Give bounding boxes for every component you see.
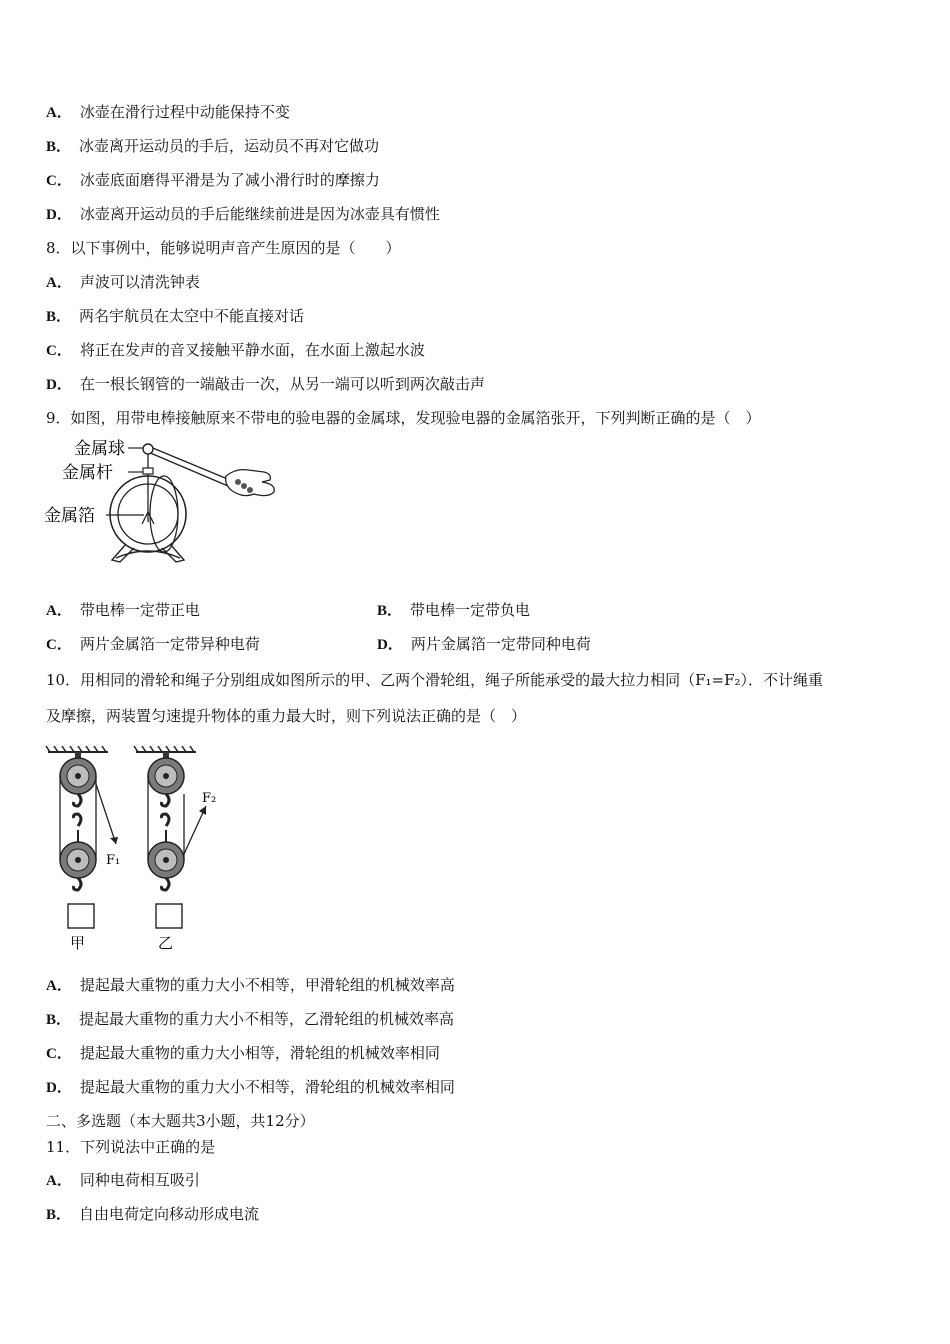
option-label: A． (46, 105, 72, 121)
q11-option-a (46, 1170, 200, 1191)
q10-stem-line1: 10．用相同的滑轮和绳子分别组成如图所示的甲、乙两个滑轮组，绳子所能承受的最大拉力相同（F₁=F₂）．不计绳重 (46, 671, 824, 689)
f1-label: F₁ (106, 853, 121, 868)
q9-stem: 9．如图，用带电棒接触原来不带电的验电器的金属球，发现验电器的金属箔张开，下列判断正确的是（ ） (46, 409, 761, 427)
option-label: B． (377, 603, 403, 619)
option-label: D． (46, 377, 72, 393)
option-label: A． (46, 1173, 72, 1189)
q10-option-d (46, 1077, 455, 1098)
option-text: 在一根长钢管的一端敲击一次，从另一端可以听到两次敲击声 (79, 375, 485, 393)
label-metal-ball: 金属球 (74, 439, 125, 459)
q9-option-b (377, 600, 530, 621)
q9-option-d (377, 634, 591, 655)
option-text: 两片金属箔一定带异种电荷 (79, 635, 260, 653)
option-label: D． (46, 207, 72, 223)
option-text: 同种电荷相互吸引 (79, 1171, 200, 1189)
option-label: B． (46, 309, 72, 325)
pulley-figure (40, 744, 240, 954)
q7-option-c (46, 170, 380, 191)
electroscope-figure (40, 432, 290, 572)
q8-option-b (46, 306, 304, 327)
option-text: 两名宇航员在太空中不能直接对话 (79, 307, 305, 325)
q7-option-b (46, 136, 379, 157)
q11-option-b (46, 1204, 259, 1225)
option-text: 提起最大重物的重力大小不相等，甲滑轮组的机械效率高 (79, 976, 455, 994)
option-text: 提起最大重物的重力大小不相等，滑轮组的机械效率相同 (79, 1078, 455, 1096)
option-label: D． (46, 1080, 72, 1096)
pulley-system-left (60, 752, 96, 928)
ceiling-left (46, 746, 108, 752)
q8-option-d (46, 374, 485, 395)
q7-option-a (46, 102, 290, 123)
label-metal-foil: 金属箔 (44, 506, 95, 526)
option-text: 冰壶在滑行过程中动能保持不变 (79, 103, 290, 121)
option-text: 带电棒一定带正电 (79, 601, 200, 619)
option-text: 提起最大重物的重力大小相等，滑轮组的机械效率相同 (79, 1044, 440, 1062)
q10-option-b (46, 1009, 454, 1030)
option-text: 声波可以清洗钟表 (79, 273, 200, 291)
option-label: C． (46, 1046, 72, 1062)
option-text: 冰壶离开运动员的手后，运动员不再对它做功 (79, 137, 380, 155)
option-label: D． (377, 637, 403, 653)
section-title: 二、多选题（本大题共3小题，共12分） (46, 1112, 315, 1130)
option-text: 两片金属箔一定带同种电荷 (410, 635, 591, 653)
ceiling-right (134, 746, 196, 752)
label-yi: 乙 (158, 934, 174, 952)
option-text: 将正在发声的音叉接触平静水面，在水面上激起水波 (79, 341, 425, 359)
option-label: B． (46, 1207, 72, 1223)
option-label: B． (46, 1012, 72, 1028)
option-label: B． (46, 139, 72, 155)
option-label: C． (46, 637, 72, 653)
option-label: C． (46, 173, 72, 189)
weight-right (156, 904, 182, 928)
option-text: 提起最大重物的重力大小不相等，乙滑轮组的机械效率高 (79, 1010, 455, 1028)
option-text: 带电棒一定带负电 (410, 601, 531, 619)
q10-option-c (46, 1043, 440, 1064)
q9-option-c (46, 634, 260, 655)
q10-option-a (46, 975, 455, 996)
option-text: 冰壶离开运动员的手后能继续前进是因为冰壶具有惯性 (79, 205, 440, 223)
q8-option-c (46, 340, 425, 361)
metal-ball (143, 444, 153, 454)
q9-option-a (46, 600, 200, 621)
option-label: A． (46, 978, 72, 994)
label-jia: 甲 (70, 934, 86, 952)
q8-option-a (46, 272, 200, 293)
option-label: A． (46, 603, 72, 619)
weight-left (68, 904, 94, 928)
pulley-system-right (148, 752, 184, 928)
option-text: 冰壶底面磨得平滑是为了减小滑行时的摩擦力 (79, 171, 380, 189)
option-label: C． (46, 343, 72, 359)
q11-stem: 11．下列说法中正确的是 (46, 1138, 216, 1156)
q8-stem: 8．以下事例中，能够说明声音产生原因的是（ ） (46, 239, 401, 257)
q7-option-d (46, 204, 440, 225)
charged-rod (148, 446, 230, 480)
option-label: A． (46, 275, 72, 291)
label-metal-rod: 金属杆 (62, 463, 113, 483)
option-text: 自由电荷定向移动形成电流 (79, 1205, 260, 1223)
q10-stem-line2: 及摩擦，两装置匀速提升物体的重力最大时，则下列说法正确的是（ ） (46, 707, 527, 725)
f2-label: F₂ (202, 791, 217, 806)
